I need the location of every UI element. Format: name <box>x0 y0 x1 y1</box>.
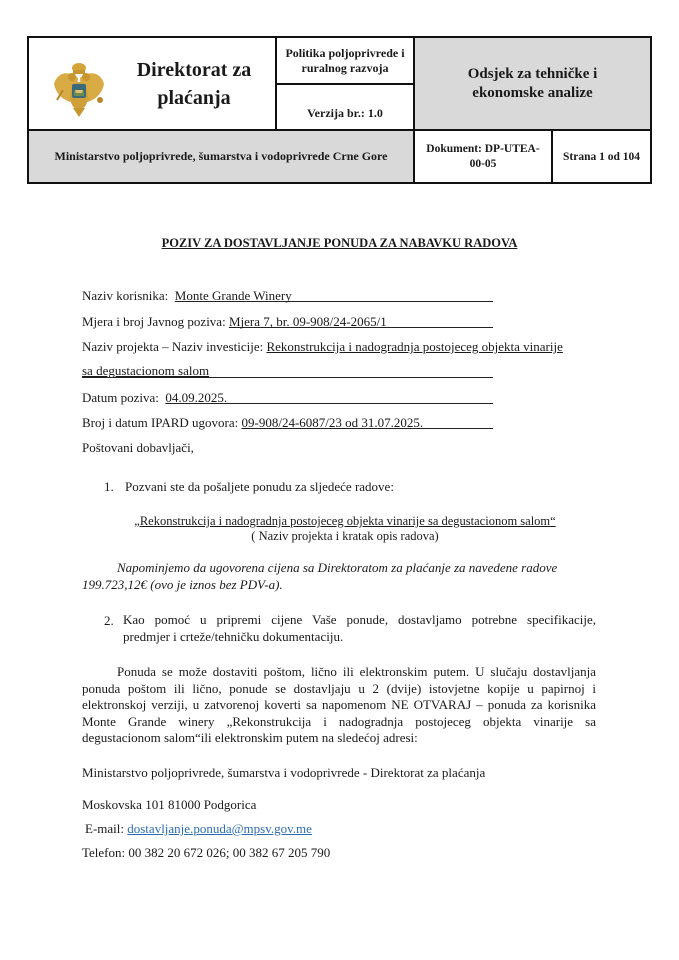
list-text-line: predmjer i crteže/tehničku dokumentaciju. <box>123 628 344 644</box>
field-label: Naziv projekta – Naziv investicije: <box>82 339 264 354</box>
price-note-line2: 199.723,12€ (ovo je iznos bez PDV-a). <box>82 577 283 592</box>
field-value: Monte Grande Winery <box>174 288 292 303</box>
email-link[interactable]: dostavljanje.ponuda@mpsv.gov.me <box>127 821 312 836</box>
price-note-line1: Napominjemo da ugovorena cijena sa Direktoratom za plaćanje za navedene radove <box>117 560 558 575</box>
list-number: 2. <box>104 613 114 628</box>
document-header-table <box>27 36 652 184</box>
works-caption: ( Naziv projekta i kratak opis radova) <box>251 529 439 543</box>
field-project <box>82 339 597 355</box>
underline <box>235 327 493 328</box>
org-title: Direktorat za plaćanja <box>136 59 252 109</box>
document-id-cell: Dokument: DP-UTEA-00-05 <box>415 131 553 182</box>
field-value: Rekonstrukcija i nadogradnja postojeceg objekta vinarije <box>266 339 563 354</box>
underline <box>250 428 493 429</box>
contact-email-row <box>85 821 312 837</box>
contact-institution: Ministarstvo poljoprivrede, šumarstva i vodoprivrede - Direktorat za plaćanja <box>82 765 486 780</box>
underline <box>170 403 493 404</box>
list-text-line: Kao pomoć u pripremi cijene Vaše ponude, dostavljamo potrebne specifikacije, <box>123 612 596 627</box>
field-label: Datum poziva: <box>82 390 159 405</box>
policy-cell: Politika poljoprivrede i ruralnog razvoja <box>277 38 415 85</box>
underline <box>82 377 493 378</box>
field-value: 09-908/24-6087/23 od 31.07.2025. <box>241 415 424 430</box>
department-cell: Odsjek za tehničke i ekonomske analize <box>415 38 650 131</box>
delivery-paragraph: Ponuda se može dostaviti poštom, lično ili elektronskim putem. U slučaju dostavljanja ponuda poštom ili lično, ponude se dostavljaju u 2 (dvije) istovjetne kopije u papirnoj i elektronskoj verziji, u zatvorenoj koverti sa napomenom NE OTVARAJ – ponuda za korisnika Monte Grande winery „Rekonstrukcija i nadogradnja postojeceg objekta vinarije sa degustacionom salom“ili elektronskim putem na sledećoj adresi: <box>82 664 596 746</box>
field-value: sa degustacionom salom <box>82 363 210 378</box>
greeting: Poštovani dobavljači, <box>82 440 194 455</box>
contact-phone: Telefon: 00 382 20 672 026; 00 382 67 205 790 <box>82 845 331 860</box>
version-cell: Verzija br.: 1.0 <box>277 85 415 131</box>
page-number-cell: Strana 1 od 104 <box>563 150 640 163</box>
field-value: Mjera 7, br. 09-908/24-2065/1 <box>228 314 387 329</box>
list-item-1 <box>104 479 394 495</box>
field-label: Mjera i broj Javnog poziva: <box>82 314 226 329</box>
field-label: Naziv korisnika: <box>82 288 169 303</box>
email-label: E-mail: <box>85 821 124 836</box>
list-text: Pozvani ste da pošaljete ponudu za sljedeće radove: <box>125 479 394 494</box>
list-item-2-text <box>123 612 596 645</box>
field-label: Broj i datum IPARD ugovora: <box>82 415 239 430</box>
page-title: POZIV ZA DOSTAVLJANJE PONUDA ZA NABAVKU RADOVA <box>161 236 518 250</box>
contact-address: Moskovska 101 81000 Podgorica <box>82 797 257 812</box>
underline <box>175 301 493 302</box>
header-logo-cell <box>29 38 277 131</box>
ministry-cell: Ministarstvo poljoprivrede, šumarstva i vodoprivrede Crne Gore <box>29 131 415 182</box>
list-item-2 <box>104 613 114 629</box>
works-title: „Rekonstrukcija i nadogradnja postojeceg objekta vinarije sa degustacionom salom“ <box>134 514 556 528</box>
list-number: 1. <box>104 479 114 494</box>
field-value: 04.09.2025. <box>165 390 228 405</box>
montenegro-coat-of-arms-icon <box>51 60 107 118</box>
